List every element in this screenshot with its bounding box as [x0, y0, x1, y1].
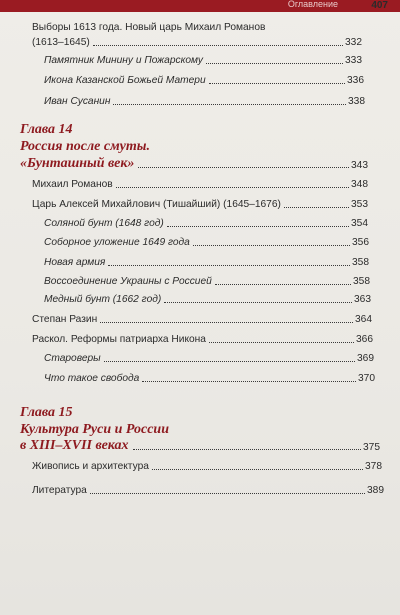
dot-leader	[90, 493, 365, 494]
toc-entry-label: Икона Казанской Божьей Матери	[44, 75, 206, 86]
toc-entry-page: 354	[351, 218, 368, 229]
dot-leader	[142, 381, 356, 382]
toc-entry-label: Царь Алексей Михайлович (Тишайший) (1645–1676)	[32, 199, 281, 210]
dot-leader	[206, 63, 343, 64]
chapter-15-entry	[20, 438, 380, 454]
toc-entry-page: 378	[365, 461, 382, 472]
section-title: Оглавление	[287, 0, 338, 9]
dot-leader	[133, 449, 361, 450]
dot-leader	[215, 284, 351, 285]
toc-entry-page: 353	[351, 199, 368, 210]
toc-entry	[32, 461, 382, 473]
chapter-14-label: Глава 14	[20, 122, 73, 137]
toc-entry-label: Памятник Минину и Пожарскому	[44, 55, 204, 66]
toc-entry-page: 364	[355, 314, 372, 325]
toc-entry-label: Раскол. Реформы патриарха Никона	[32, 334, 206, 345]
toc-entry-page: 358	[353, 276, 370, 287]
toc-entry	[32, 485, 384, 497]
chapter-15-label: Глава 15	[20, 405, 73, 420]
toc-entry-label: Живопись и архитектура	[32, 461, 149, 472]
toc-entry-vybory-line1: Выборы 1613 года. Новый царь Михаил Романов	[32, 22, 266, 33]
toc-entry-page: 333	[345, 55, 362, 66]
toc-entry	[32, 179, 368, 191]
toc-entry	[44, 237, 369, 249]
toc-entry-page: 336	[347, 75, 364, 86]
toc-entry-label: (1613–1645)	[32, 37, 90, 48]
toc-entry-label: Что такое свобода	[44, 373, 140, 384]
toc-entry-label: Новая армия	[44, 257, 106, 268]
dot-leader	[104, 361, 355, 362]
toc-entry	[44, 218, 368, 230]
page-number: 407	[371, 0, 388, 11]
dot-leader	[164, 302, 352, 303]
toc-entry	[32, 334, 373, 346]
toc-entry-page: 370	[358, 373, 375, 384]
toc-entry-page: 338	[348, 96, 365, 107]
toc-entry	[44, 373, 375, 385]
header-bar	[0, 0, 400, 12]
toc-entry-page: 369	[357, 353, 374, 364]
toc-entry	[44, 75, 364, 87]
toc-entry-page: 348	[351, 179, 368, 190]
dot-leader	[113, 104, 346, 105]
toc-entry-vybory	[32, 37, 362, 49]
toc-entry-label: Степан Разин	[32, 314, 98, 325]
toc-entry-label: Воссоединение Украины с Россией	[44, 276, 212, 287]
dot-leader	[209, 342, 354, 343]
toc-entry-label: Соляной бунт (1648 год)	[44, 218, 164, 229]
dot-leader	[138, 167, 349, 168]
dot-leader	[167, 226, 349, 227]
toc-entry	[44, 294, 371, 306]
toc-entry-label: Медный бунт (1662 год)	[44, 294, 162, 305]
toc-entry	[32, 314, 372, 326]
toc-entry-label: Староверы	[44, 353, 101, 364]
dot-leader	[93, 45, 343, 46]
chapter-14-entry	[20, 156, 368, 172]
toc-entry-page: 358	[352, 257, 369, 268]
toc-entry-label: Литература	[32, 485, 87, 496]
toc-entry-page: 356	[352, 237, 369, 248]
dot-leader	[193, 245, 350, 246]
dot-leader	[209, 83, 345, 84]
dot-leader	[108, 265, 350, 266]
toc-entry-page: 332	[345, 37, 362, 48]
chapter-14-title-line2: «Бунташный век»	[20, 156, 135, 171]
chapter-15-title-line1: Культура Руси и России	[20, 422, 169, 437]
toc-entry-page: 375	[363, 442, 380, 453]
toc-entry-label: Иван Сусанин	[44, 96, 111, 107]
toc-entry	[44, 96, 365, 108]
toc-entry-label: Соборное уложение 1649 года	[44, 237, 190, 248]
toc-entry	[32, 199, 368, 211]
toc-entry	[44, 276, 370, 288]
dot-leader	[152, 469, 363, 470]
toc-entry-page: 343	[351, 160, 368, 171]
toc-entry-page: 366	[356, 334, 373, 345]
toc-entry-page: 389	[367, 485, 384, 496]
toc-entry-label: Михаил Романов	[32, 179, 113, 190]
chapter-15-title-line2: в XIII–XVII веках	[20, 438, 129, 453]
toc-entry	[44, 353, 374, 365]
chapter-14-title-line1: Россия после смуты.	[20, 139, 150, 154]
toc-entry	[44, 55, 362, 67]
dot-leader	[284, 207, 349, 208]
dot-leader	[100, 322, 353, 323]
toc-entry	[44, 257, 369, 269]
dot-leader	[116, 187, 349, 188]
toc-entry-page: 363	[354, 294, 371, 305]
